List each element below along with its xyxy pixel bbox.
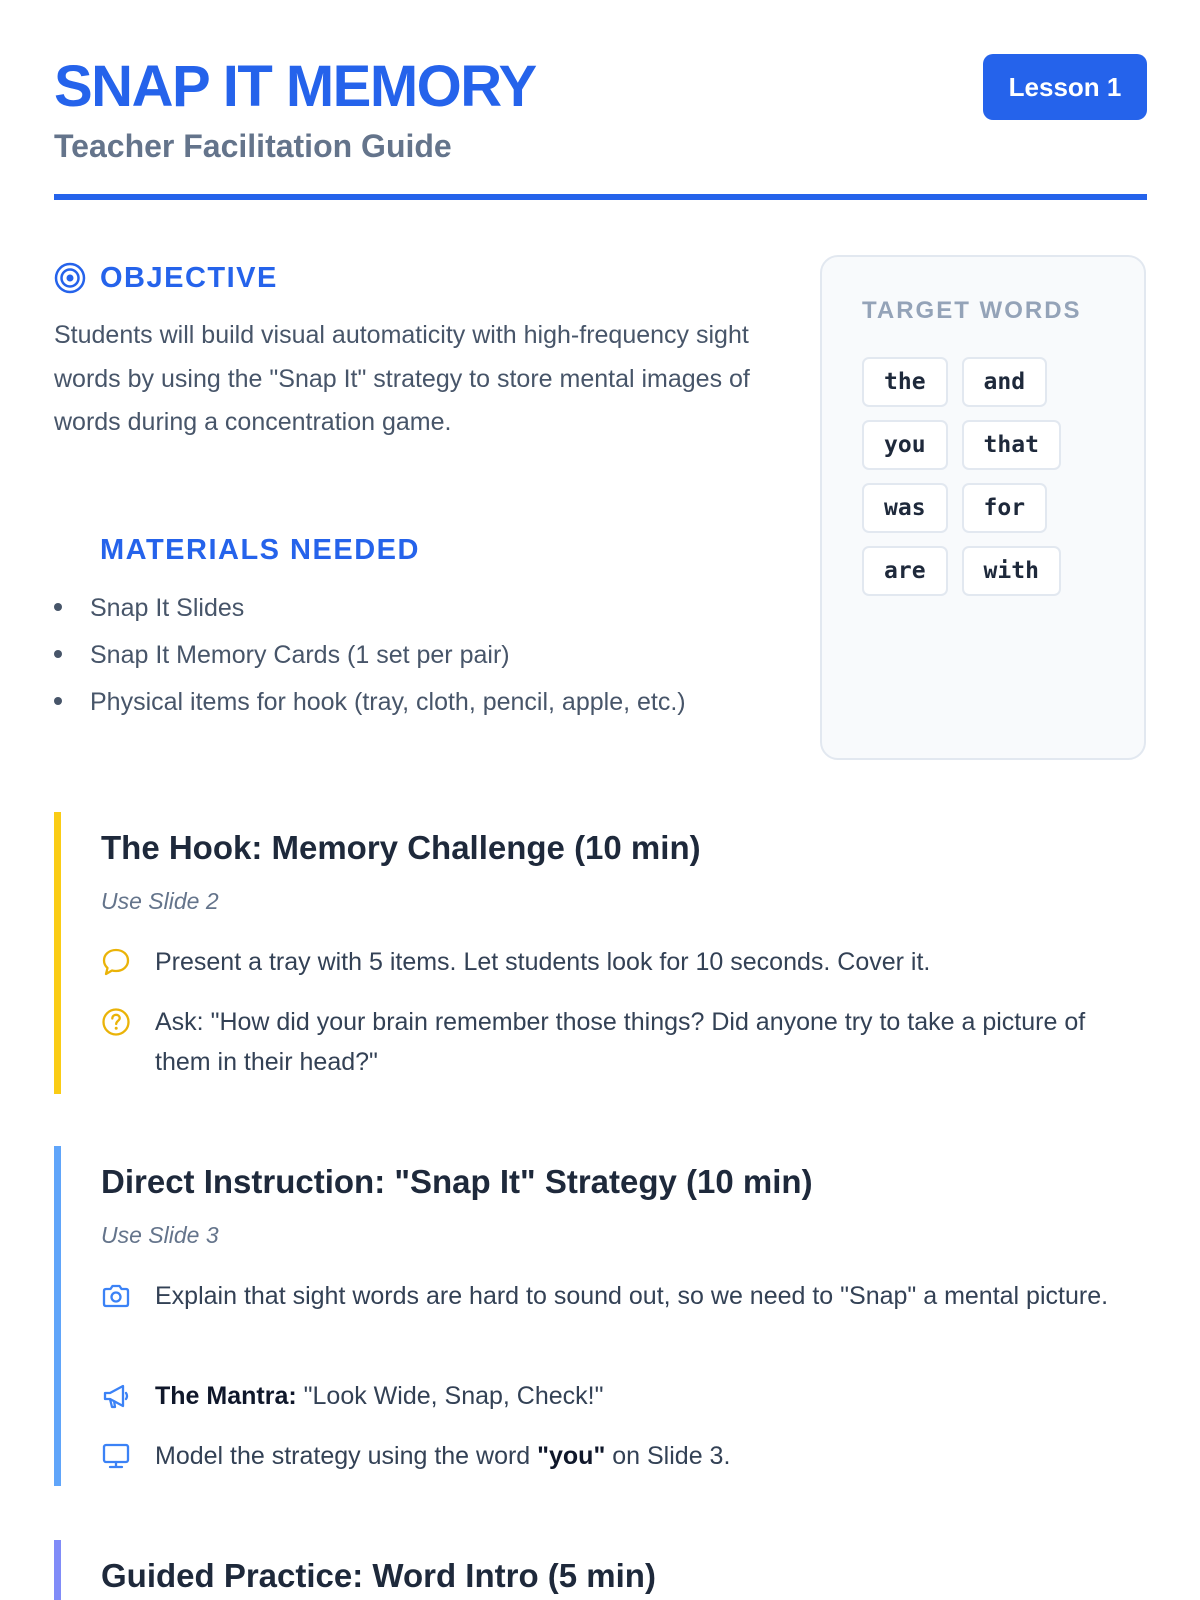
target-words-card <box>820 255 1146 760</box>
bullet-icon <box>54 650 62 658</box>
page-subtitle: Teacher Facilitation Guide <box>54 128 452 164</box>
list-item: Snap It Slides <box>54 588 774 628</box>
word-chip: with <box>962 546 1061 596</box>
list-item: Physical items for hook (tray, cloth, pencil, apple, etc.) <box>54 682 774 722</box>
step-slide-ref: Use Slide 3 <box>101 1222 219 1248</box>
question-circle-icon <box>101 1007 131 1037</box>
word-chip: was <box>862 483 948 533</box>
objective-heading <box>54 258 774 298</box>
camera-icon <box>101 1281 131 1311</box>
objective-text: Students will build visual automaticity with high-frequency sight words by using the "Snap It" strategy to store mental images of words during a concentration game. <box>54 321 750 436</box>
step-direct-instruction <box>54 1146 1147 1486</box>
target-words-grid <box>862 357 1122 609</box>
bullet-icon <box>54 697 62 705</box>
megaphone-icon <box>101 1381 131 1411</box>
target-words-heading: TARGET WORDS <box>862 297 1082 324</box>
step-title: Guided Practice: Word Intro (5 min) <box>101 1557 656 1594</box>
step-title: Direct Instruction: "Snap It" Strategy (10 min) <box>101 1163 813 1200</box>
step-item <box>101 1276 1147 1316</box>
mantra-label: The Mantra: <box>155 1382 297 1410</box>
word-chip: you <box>862 420 948 470</box>
lesson-badge: Lesson 1 <box>983 54 1147 120</box>
word-chip: the <box>862 357 948 407</box>
materials-heading: MATERIALS NEEDED <box>100 534 420 566</box>
page-title: SNAP IT MEMORY <box>54 54 536 119</box>
step-accent-bar <box>54 1146 61 1486</box>
step-item-text: Present a tray with 5 items. Let students look for 10 seconds. Cover it. <box>155 948 931 976</box>
step-item <box>101 1376 1147 1416</box>
word-chip: are <box>862 546 948 596</box>
word-chip: for <box>962 483 1048 533</box>
step-title: The Hook: Memory Challenge (10 min) <box>101 829 701 866</box>
step-item <box>101 1002 1147 1082</box>
step-slide-ref: Use Slide 2 <box>101 888 219 914</box>
speech-bubble-icon <box>101 947 131 977</box>
list-item: Snap It Memory Cards (1 set per pair) <box>54 635 774 675</box>
bullet-icon <box>54 603 62 611</box>
step-item <box>101 1436 1147 1476</box>
step-item <box>101 942 1147 982</box>
materials-section <box>54 530 774 738</box>
monitor-icon <box>101 1441 131 1471</box>
step-item-text: Ask: "How did your brain remember those things? Did anyone try to take a picture of them in their head?" <box>155 1008 1086 1076</box>
header-divider <box>54 194 1147 200</box>
step-item-text: Explain that sight words are hard to sound out, so we need to "Snap" a mental picture. <box>155 1282 1109 1310</box>
target-icon <box>54 262 86 294</box>
materials-list <box>54 588 774 722</box>
step-item-text: Model the strategy using the word "you" on Slide 3. <box>155 1442 731 1470</box>
objective-heading-label: OBJECTIVE <box>100 261 278 294</box>
step-item-text: The Mantra: "Look Wide, Snap, Check!" <box>155 1382 604 1410</box>
step-hook <box>54 812 1147 1094</box>
step-accent-bar <box>54 812 61 1094</box>
word-chip: and <box>962 357 1048 407</box>
word-chip: that <box>962 420 1061 470</box>
step-accent-bar <box>54 1540 61 1600</box>
step-guided-practice <box>54 1540 1147 1600</box>
objective-section <box>54 258 774 445</box>
page-header <box>54 54 1147 200</box>
